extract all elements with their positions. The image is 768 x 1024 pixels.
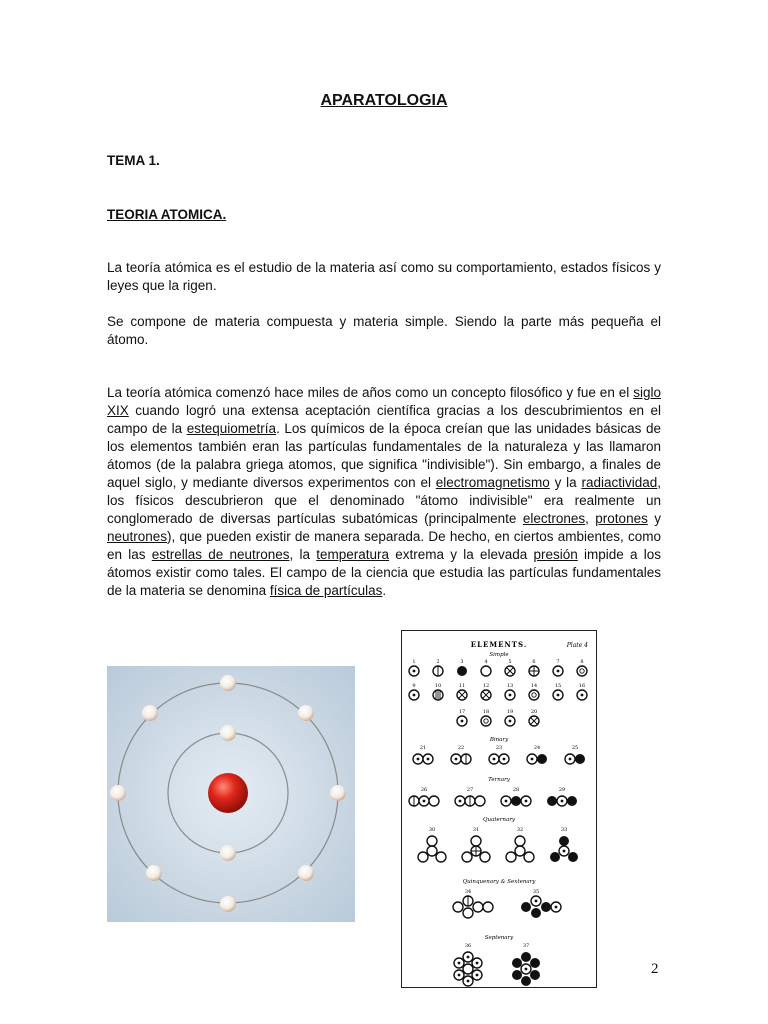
group-label: Binary <box>489 737 509 743</box>
element-symbol <box>512 970 522 980</box>
element-symbol <box>481 716 491 726</box>
element-number: 21 <box>419 745 427 751</box>
element-symbol <box>429 796 439 806</box>
chart-plate: Plate 4 <box>566 642 588 649</box>
text-segment: cuando logró una extensa aceptación científica gracias a los descubrimientos en el campo de la <box>107 403 661 436</box>
element-symbol <box>471 836 481 846</box>
element-number: 13 <box>506 683 514 689</box>
text-segment: impide a los átomos existir como tales. El campo de la ciencia que estudia las partículas fundamentales de la materia se denomina <box>107 547 661 598</box>
link-presión[interactable]: presión <box>533 547 578 562</box>
element-number: 30 <box>428 827 436 833</box>
paragraph-1: La teoría atómica es el estudio de la materia así como su comportamiento, estados físicos y leyes que la rigen. <box>107 260 661 293</box>
element-symbol <box>436 852 446 862</box>
element-number: 5 <box>508 659 512 665</box>
element-number: 18 <box>482 709 490 715</box>
text-segment: extrema y la elevada <box>389 547 534 562</box>
element-symbol <box>457 666 467 676</box>
element-number: 19 <box>506 709 514 715</box>
element-number: 17 <box>458 709 466 715</box>
element-symbol <box>512 958 522 968</box>
element-symbol <box>557 796 567 806</box>
chart-body <box>409 652 587 986</box>
element-symbol <box>521 952 531 962</box>
text-segment: y <box>647 511 661 526</box>
element-number: 12 <box>482 683 490 689</box>
element-symbol <box>505 666 515 676</box>
element-symbol <box>524 852 534 862</box>
element-symbol <box>413 754 423 764</box>
element-symbol <box>409 666 419 676</box>
element-number: 28 <box>512 787 520 793</box>
element-symbol <box>501 796 511 806</box>
link-protones[interactable]: protones <box>595 511 648 526</box>
element-number: 26 <box>420 787 428 793</box>
link-estrellas-de-neutrones[interactable]: estrellas de neutrones <box>151 547 290 562</box>
element-symbol <box>531 908 541 918</box>
element-symbol <box>461 754 471 764</box>
element-number: 22 <box>457 745 465 751</box>
element-number: 2 <box>436 659 440 665</box>
element-symbol <box>419 796 429 806</box>
element-symbol <box>568 852 578 862</box>
group-label: Septenary <box>484 935 514 941</box>
element-symbol <box>505 690 515 700</box>
element-number: 37 <box>522 943 530 949</box>
element-symbol <box>418 852 428 862</box>
text-segment: ), que pueden existir de manera separada. De hecho, en ciertos ambientes, como en las <box>107 529 661 562</box>
element-symbol <box>453 902 463 912</box>
element-symbol <box>462 852 472 862</box>
link-radiactividad[interactable]: radiactividad <box>581 475 658 490</box>
link-electromagnetismo[interactable]: electromagnetismo <box>435 475 550 490</box>
element-symbol <box>454 970 464 980</box>
element-symbol <box>472 958 482 968</box>
element-number: 14 <box>530 683 538 689</box>
group-label: Simple <box>489 652 509 658</box>
element-number: 35 <box>532 889 540 895</box>
paragraph-3 <box>107 384 661 600</box>
element-number: 24 <box>533 745 541 751</box>
element-symbol <box>521 902 531 912</box>
element-symbol <box>553 690 563 700</box>
section-heading: TEMA 1. <box>107 153 160 168</box>
element-number: 27 <box>466 787 474 793</box>
element-symbol <box>529 716 539 726</box>
element-symbol <box>451 754 461 764</box>
element-number: 3 <box>460 659 464 665</box>
element-symbol <box>521 976 531 986</box>
element-number: 29 <box>558 787 566 793</box>
element-symbol <box>409 796 419 806</box>
nucleus <box>208 773 248 813</box>
element-symbol <box>537 754 547 764</box>
element-symbol <box>433 666 443 676</box>
link-física-de-partículas[interactable]: física de partículas <box>269 583 383 598</box>
element-symbol <box>457 716 467 726</box>
element-symbol <box>463 976 473 986</box>
element-symbol <box>463 908 473 918</box>
element-symbol <box>541 902 551 912</box>
element-symbol <box>547 796 557 806</box>
element-symbol <box>521 964 531 974</box>
element-symbol <box>483 902 493 912</box>
element-symbol <box>463 952 473 962</box>
elements-chart <box>401 630 597 988</box>
element-symbol <box>499 754 509 764</box>
chart-header: ELEMENTS. <box>470 640 528 649</box>
element-number: 34 <box>464 889 472 895</box>
element-symbol <box>559 846 569 856</box>
element-symbol <box>427 836 437 846</box>
element-number: 16 <box>578 683 586 689</box>
link-neutrones[interactable]: neutrones <box>107 529 168 544</box>
element-symbol <box>433 690 443 700</box>
element-symbol <box>463 896 473 906</box>
element-number: 15 <box>554 683 562 689</box>
element-symbol <box>481 690 491 700</box>
element-symbol <box>575 754 585 764</box>
element-symbol <box>465 796 475 806</box>
text-segment: y la <box>549 475 582 490</box>
element-symbol <box>553 666 563 676</box>
element-number: 6 <box>532 659 536 665</box>
text-segment: , la <box>289 547 317 562</box>
element-number: 11 <box>458 683 466 689</box>
element-symbol <box>457 690 467 700</box>
group-label: Quaternary <box>483 817 515 823</box>
element-number: 20 <box>530 709 538 715</box>
element-symbol <box>511 796 521 806</box>
page-title: APARATOLOGIA <box>320 92 448 109</box>
element-symbol <box>409 690 419 700</box>
atom-illustration <box>107 666 355 922</box>
element-symbol <box>531 896 541 906</box>
link-temperatura[interactable]: temperatura <box>316 547 390 562</box>
text-segment: . <box>382 583 387 598</box>
page-number: 2 <box>651 961 659 977</box>
group-label: Ternary <box>488 777 510 783</box>
element-symbol <box>567 796 577 806</box>
element-number: 4 <box>484 659 488 665</box>
element-symbol <box>475 796 485 806</box>
element-symbol <box>551 902 561 912</box>
element-number: 1 <box>412 659 416 665</box>
element-symbol <box>489 754 499 764</box>
element-symbol <box>577 666 587 676</box>
element-symbol <box>529 666 539 676</box>
element-symbol <box>480 852 490 862</box>
element-number: 36 <box>464 943 472 949</box>
element-symbol <box>423 754 433 764</box>
link-electrones[interactable]: electrones <box>522 511 586 526</box>
text-segment: . Los químicos de la época creían que las unidades básicas de los elementos también eran las partículas fundamentales de la naturaleza y las llamaron átomos (de la palabra griega atomos, que significa "indivisible"). Sin embargo, a finales de aquel siglo, y mediante diversos experimentos con el <box>107 421 662 490</box>
element-symbol <box>471 846 481 856</box>
element-symbol <box>472 970 482 980</box>
element-symbol <box>530 970 540 980</box>
element-symbol <box>529 690 539 700</box>
element-number: 10 <box>434 683 442 689</box>
element-symbol <box>463 964 473 974</box>
element-symbol <box>427 846 437 856</box>
paragraph-2: Se compone de materia compuesta y materia simple. Siendo la parte más pequeña el átomo. <box>107 314 661 347</box>
element-symbol <box>577 690 587 700</box>
element-number: 7 <box>556 659 560 665</box>
element-number: 32 <box>516 827 524 833</box>
element-symbol <box>473 902 483 912</box>
element-symbol <box>521 796 531 806</box>
element-symbol <box>481 666 491 676</box>
element-number: 25 <box>571 745 579 751</box>
element-symbol <box>505 716 515 726</box>
element-symbol <box>454 958 464 968</box>
element-symbol <box>506 852 516 862</box>
element-symbol <box>515 836 525 846</box>
link-estequiometría[interactable]: estequiometría <box>186 421 277 436</box>
element-number: 23 <box>495 745 503 751</box>
element-symbol <box>530 958 540 968</box>
element-symbol <box>559 836 569 846</box>
element-number: 33 <box>560 827 568 833</box>
element-symbol <box>565 754 575 764</box>
link-siglo-xix[interactable]: siglo XIX <box>107 385 661 418</box>
element-number: 31 <box>472 827 480 833</box>
element-symbol <box>515 846 525 856</box>
text-segment: La teoría atómica comenzó hace miles de años como un concepto filosófico y fue en el <box>107 385 634 400</box>
element-symbol <box>550 852 560 862</box>
element-number: 9 <box>412 683 416 689</box>
element-number: 8 <box>580 659 584 665</box>
text-segment: , <box>585 511 596 526</box>
group-label: Quinquenary & Sextenary <box>462 879 536 885</box>
subsection-heading: TEORIA ATOMICA. <box>107 207 227 222</box>
element-symbol <box>455 796 465 806</box>
text-segment: , los físicos descubrieron que el denominado "átomo indivisible" era realmente un conglomerado de diversas partículas subatómicas (principalmente <box>107 475 662 526</box>
element-symbol <box>527 754 537 764</box>
